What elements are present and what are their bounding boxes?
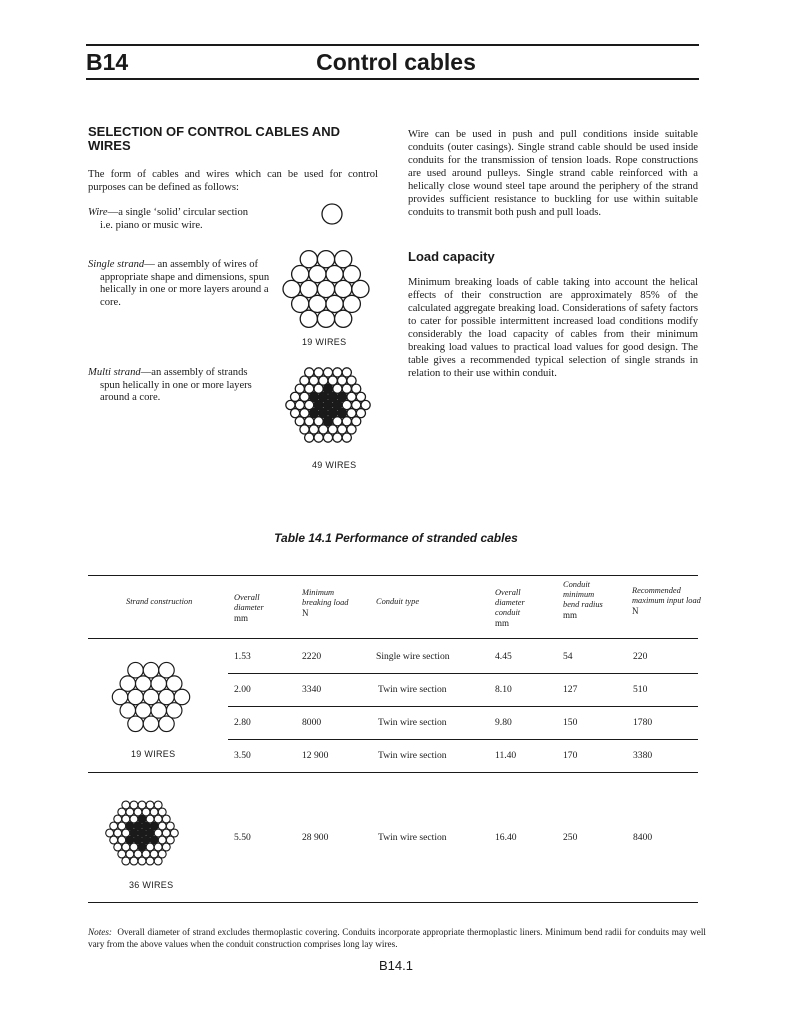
table-bottom-rule	[88, 902, 698, 903]
definition-single-strand	[88, 259, 280, 309]
definition-multi-strand	[88, 367, 280, 405]
notes-text: Overall diameter of strand excludes thermoplastic covering. Conduits incorporate appropriate thermoplastic liners. Minimum bend radii for conduits may well vary from the above values when the conduit construction comprises long lay wires.	[88, 927, 706, 949]
header-label: Recommended maximum input load	[632, 586, 701, 605]
row-1-bend-radius: 54	[563, 651, 573, 662]
row-1-breaking: 2220	[302, 651, 322, 662]
section-code: B14	[86, 49, 129, 75]
row-5-breaking: 28 900	[302, 832, 329, 843]
wire-usage-paragraph: Wire can be used in push and pull conditions inside suitable conduits (outer casings). Single strand cable should be used inside conduits for the transmission of tension loads. Rope constructions are used around pulleys. Single strand cable reinforced with a helically close wound steel tape around the periphery of the strand provides sufficient resistance to buckling for use within suitable conduits to transmit both push and pull loads.	[408, 129, 698, 218]
table-header-rule	[88, 638, 698, 639]
row-separator	[228, 673, 698, 674]
header-unit: N	[302, 608, 309, 618]
table-19-wire-strand-icon	[106, 656, 196, 738]
header-unit: mm	[563, 610, 578, 620]
header-top-rule	[86, 44, 699, 46]
header-conduit-type	[376, 597, 426, 607]
row-separator	[228, 739, 698, 740]
single-strand-caption: 19 WIRES	[302, 337, 347, 347]
row-4-diameter: 3.50	[234, 750, 251, 761]
row-4-conduit: Twin wire section	[378, 750, 447, 761]
intro-paragraph: The form of cables and wires which can be used for control purposes can be defined as follows:	[88, 169, 378, 193]
definition-wire	[88, 207, 288, 232]
header-label: Strand construction	[126, 597, 193, 606]
row-2-conduit: Twin wire section	[378, 684, 447, 695]
header-overall-diameter	[234, 593, 284, 623]
row-separator	[228, 706, 698, 707]
definition-term: Wire	[88, 207, 108, 218]
row-4-breaking: 12 900	[302, 750, 329, 761]
row-3-breaking: 8000	[302, 717, 322, 728]
header-unit: mm	[495, 618, 510, 628]
row-2-diameter: 2.00	[234, 684, 251, 695]
header-bottom-rule	[86, 78, 699, 80]
row-3-conduit-diameter: 9.80	[495, 717, 512, 728]
row-5-conduit-diameter: 16.40	[495, 832, 517, 843]
row-5-diameter: 5.50	[234, 832, 251, 843]
page-title: Control cables	[316, 49, 476, 75]
header-max-input-load	[632, 586, 702, 616]
header-label: Overall diameter	[234, 593, 264, 612]
table-top-rule	[88, 575, 698, 576]
row-1-diameter: 1.53	[234, 651, 251, 662]
header-conduit-bend-radius	[563, 580, 611, 620]
wire-circle	[174, 689, 189, 704]
row-5-bend-radius: 250	[563, 832, 578, 843]
row-5-max-load: 8400	[633, 832, 653, 843]
row-4-bend-radius: 170	[563, 750, 578, 761]
header-label: Minimum breaking load	[302, 588, 349, 607]
section-heading: SELECTION OF CONTROL CABLES AND WIRES	[88, 124, 341, 153]
row-1-conduit-diameter: 4.45	[495, 651, 512, 662]
definition-text: —a single ‘solid’ circular section	[107, 207, 249, 218]
row-3-conduit: Twin wire section	[378, 717, 447, 728]
notes-label: Notes:	[88, 927, 112, 937]
multi-strand-49-wire-icon	[280, 355, 376, 455]
row-3-bend-radius: 150	[563, 717, 578, 728]
header-label: Conduit type	[376, 597, 420, 606]
header-minimum-breaking-load	[302, 588, 352, 618]
definition-text: —an assembly of strands	[140, 367, 248, 378]
definition-text-cont: spun helically in one or more layers around a core.	[100, 379, 252, 403]
row-1-max-load: 220	[633, 651, 648, 662]
header-unit: mm	[234, 613, 249, 623]
row-3-diameter: 2.80	[234, 717, 251, 728]
row-2-conduit-diameter: 8.10	[495, 684, 512, 695]
table-notes	[88, 926, 706, 950]
row-5-conduit: Twin wire section	[378, 832, 447, 843]
page-number: B14.1	[379, 958, 413, 973]
row-2-max-load: 510	[633, 684, 648, 695]
row-2-breaking: 3340	[302, 684, 322, 695]
header-label: Overall diameter conduit	[495, 588, 525, 617]
table-group-label-19: 19 WIRES	[131, 749, 176, 759]
definition-term: Single strand	[88, 259, 145, 270]
wire-circle	[361, 400, 370, 409]
group-separator	[88, 772, 698, 773]
load-capacity-heading: Load capacity	[408, 249, 495, 264]
row-3-max-load: 1780	[633, 717, 653, 728]
wire-circle	[170, 829, 178, 837]
row-2-bend-radius: 127	[563, 684, 578, 695]
table-group-label-36: 36 WIRES	[129, 880, 174, 890]
definition-term: Multi strand	[88, 367, 141, 378]
row-4-max-load: 3380	[633, 750, 653, 761]
multi-strand-caption: 49 WIRES	[312, 460, 357, 470]
wire-circle	[352, 280, 369, 297]
header-label: Conduit minimum bend radius	[563, 580, 603, 609]
solid-wire-icon	[318, 200, 346, 228]
header-unit: N	[632, 606, 639, 616]
definition-text-cont: appropriate shape and dimensions, spun helically in one or more layers around a core.	[100, 271, 270, 308]
header-strand-construction	[126, 597, 196, 607]
table-36-wire-strand-icon	[96, 790, 188, 876]
single-strand-19-wire-icon	[276, 244, 376, 334]
definition-text: — an assembly of wires of	[144, 259, 259, 270]
header-overall-diameter-conduit	[495, 588, 545, 628]
row-1-conduit: Single wire section	[376, 651, 450, 662]
table-title: Table 14.1 Performance of stranded cables	[274, 531, 518, 545]
definition-text-cont: i.e. piano or music wire.	[100, 219, 203, 231]
load-capacity-paragraph: Minimum breaking loads of cable taking into account the helical effects of their construction are approximately 85% of the calculated aggregate breaking load. Considerations of safety factors to cater for possible intermittent increased load conditions modify considerably the load capacity of cables from their minimum breaking load values to practical load values for good design. The table gives a recommended typical selection of single strands in relation to their use within conduit.	[408, 277, 698, 379]
row-4-conduit-diameter: 11.40	[495, 750, 517, 761]
